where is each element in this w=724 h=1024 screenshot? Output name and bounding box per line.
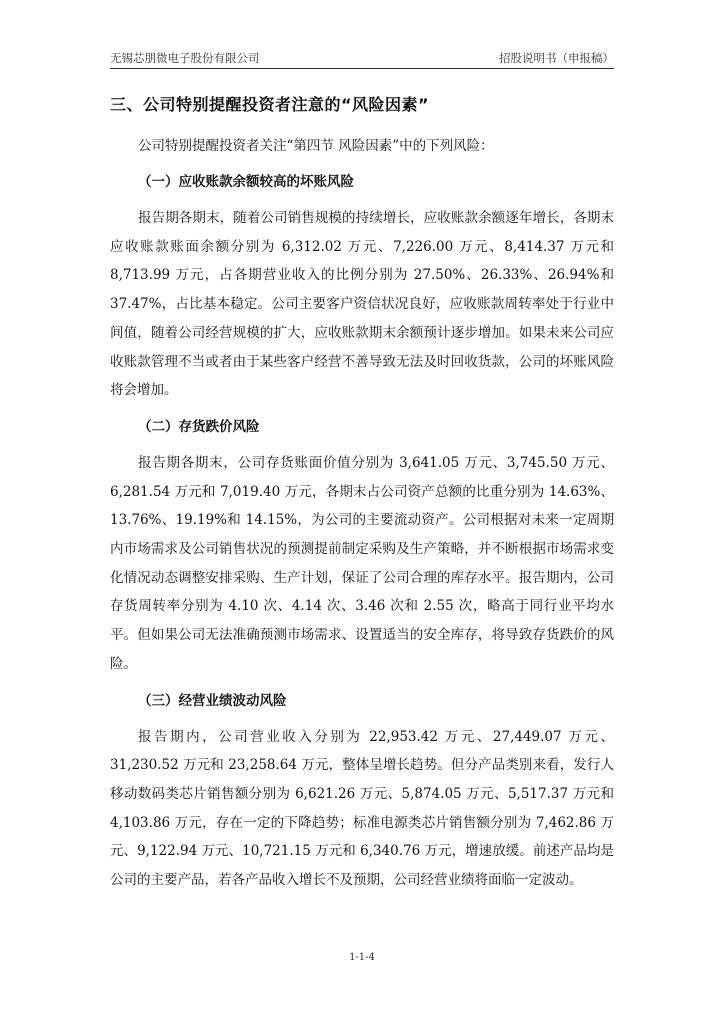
page-header	[110, 48, 614, 69]
risk-body-performance: 报告期内，公司营业收入分别为 22,953.42 万元、27,449.07 万元、31,230.52 万元和 23,258.64 万元，整体呈增长趋势。但分产品类别来看，发行人移动数码类芯片销售额分别为 6,621.26 万元、5,874.05 万元、5,517.37 万元和 4,103.86 万元，存在一定的下降趋势；标准电源类芯片销售额分别为 7,462.86 万元、9,122.94 万元、10,721.15 万元和 6,340.76 万元，增速放缓。前述产品均是公司的主要产品，若各产品收入增长不及预期，公司经营业绩将面临一定波动。	[110, 728, 614, 889]
header-document-type: 招股说明书（申报稿）	[499, 51, 614, 65]
intro-paragraph: 公司特别提醒投资者关注“第四节 风险因素”中的下列风险：	[138, 138, 494, 154]
risk-body-inventory: 报告期各期末，公司存货账面价值分别为 3,641.05 万元、3,745.50 万元、6,281.54 万元和 7,019.40 万元，各期末占公司资产总额的比重分别为 14.63%、13.76%、19.19%和 14.15%，为公司的主要流动资产。公司根据对未来一定周期内市场需求及公司销售状况的预测提前制定采购及生产策略，并不断根据市场需求变化情况动态调整安排采购、生产计划，保证了公司合理的库存水平。报告期内，公司存货周转率分别为 4.10 次、4.14 次、3.46 次和 2.55 次，略高于同行业平均水平。但如果公司无法准确预测市场需求、设置适当的安全库存，将导致存货跌价的风险。	[110, 454, 614, 672]
risk-heading-performance: （三）经营业绩波动风险	[138, 692, 287, 709]
section-title: 三、公司特别提醒投资者注意的“风险因素”	[110, 95, 430, 114]
risk-heading-inventory: （二）存货跌价风险	[138, 418, 260, 435]
header-company-name: 无锡芯朋微电子股份有限公司	[110, 51, 260, 65]
risk-body-bad-debt: 报告期各期末，随着公司销售规模的持续增长，应收账款余额逐年增长，各期末应收账款账面余额分别为 6,312.02 万元、7,226.00 万元、8,414.37 万元和 8,713.99 万元，占各期营业收入的比例分别为 27.50%、26.33%、26.94%和 37.47%，占比基本稳定。公司主要客户资信状况良好，应收账款周转率处于行业中间值，随着公司经营规模的扩大，应收账款期末余额预计逐步增加。如果未来公司应收账款管理不当或者由于某些客户经营不善导致无法及时回收货款，公司的坏账风险将会增加。	[110, 210, 614, 399]
page-content	[110, 88, 614, 903]
risk-heading-bad-debt: （一）应收账款余额较高的坏账风险	[138, 174, 354, 190]
page-number: 1-1-4	[349, 952, 375, 963]
